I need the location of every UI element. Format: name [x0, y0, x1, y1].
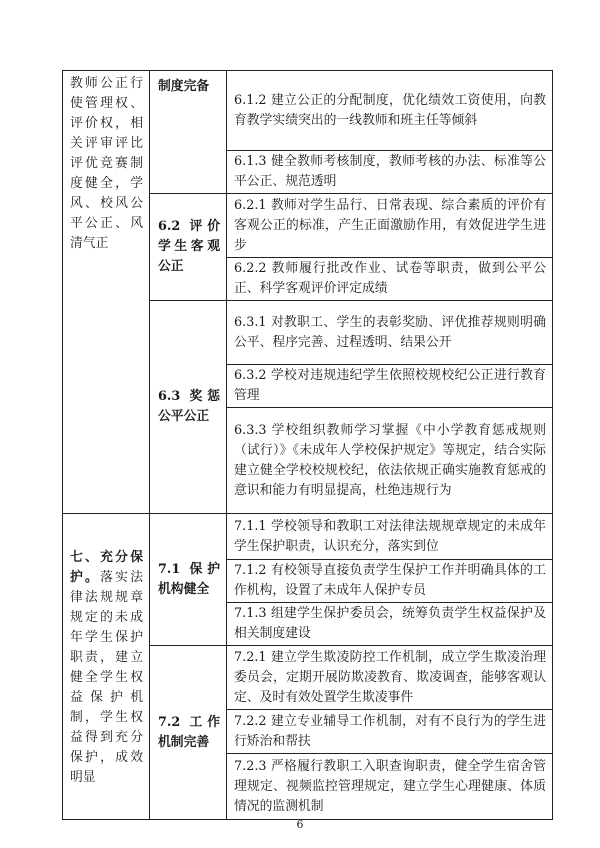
s62-title: 6.2 评价学生客观公正	[158, 219, 220, 274]
s63-title-cell	[150, 301, 227, 514]
item-cell	[227, 603, 553, 646]
item-cell	[227, 514, 553, 560]
standards-table	[62, 70, 553, 820]
item-7-2-1: 7.2.1 建立学生欺凌防控工作机制，成立学生欺凌治理委员会，定期开展防欺凌教育、欺凌调查，能够客观认定、及时有效处置学生欺凌事件	[234, 649, 546, 705]
s61-title-cell	[150, 71, 227, 194]
section7-heading: 七、充分保护。	[70, 550, 143, 585]
item-cell	[227, 194, 553, 258]
item-6-2-2: 6.2.2 教师履行批改作业、试卷等职责，做到公平公正、科学客观评价评定成绩	[234, 261, 546, 296]
item-cell	[227, 408, 553, 514]
item-7-2-2: 7.2.2 建立专业辅导工作机制，对有不良行为的学生进行矫治和帮扶	[234, 713, 546, 749]
s63-title: 6.3 奖惩公平公正	[158, 389, 220, 424]
s62-title-cell	[150, 194, 227, 301]
s71-title-cell	[150, 514, 227, 646]
s71-title: 7.1 保护机构健全	[158, 561, 220, 597]
item-7-1-1: 7.1.1 学校领导和教职工对法律法规规章规定的未成年学生保护职责，认识充分，落实到位	[234, 518, 546, 554]
item-cell	[227, 365, 553, 408]
item-cell	[227, 710, 553, 754]
item-6-1-3: 6.1.3 健全教师考核制度，教师考核的办法、标准等公平公正、规范透明	[234, 154, 546, 189]
table-row	[63, 71, 553, 151]
item-cell	[227, 560, 553, 603]
section7-text: 落实法律法规规章规定的未成年学生保护职责，建立健全学生权益保护机制，学生权益得到充分保护，成效明显	[70, 570, 144, 785]
section6-description: 教师公正行使管理权、评价权，相关评审评比评优竞赛制度健全，学风、校风公平公正、风清气正	[70, 76, 143, 251]
s72-title: 7.2 工作机制完善	[158, 714, 220, 750]
item-6-3-3: 6.3.3 学校组织教师学习掌握《中小学教育惩戒规则（试行）》《未成年人学校保护规定》等规定，结合实际建立健全学校校规校纪，依法依规正确实施教育惩戒的意识和能力有明显提高，杜绝违规行为	[234, 422, 546, 498]
item-cell	[227, 754, 553, 820]
section7-description-cell	[63, 514, 150, 820]
item-6-1-2: 6.1.2 建立公正的分配制度，优化绩效工资使用，向教育教学实绩突出的一线教师和班主任等倾斜	[234, 92, 546, 128]
item-6-3-1: 6.3.1 对教职工、学生的表彰奖励、评优推荐规则明确公平、程序完善、过程透明、结果公开	[234, 314, 546, 350]
page-number: 6	[296, 818, 304, 831]
section6-description-cell	[63, 71, 150, 514]
item-cell	[227, 646, 553, 710]
item-7-1-2: 7.1.2 有校领导直接负责学生保护工作并明确具体的工作机构，设置了未成年人保护专员	[234, 563, 546, 598]
item-7-1-3: 7.1.3 组建学生保护委员会，统筹负责学生权益保护及相关制度建设	[234, 606, 546, 641]
item-cell	[227, 258, 553, 301]
item-cell	[227, 151, 553, 194]
item-cell	[227, 301, 553, 365]
s61-title: 制度完备	[158, 79, 210, 94]
item-6-2-1: 6.2.1 教师对学生品行、日常表现、综合素质的评价有客观公正的标准，产生正面激励作用，有效促进学生进步	[234, 197, 546, 253]
item-cell	[227, 71, 553, 151]
item-6-3-2: 6.3.2 学校对违规违纪学生依照校规校纪公正进行教育管理	[234, 368, 546, 403]
item-7-2-3: 7.2.3 严格履行教职工入职查询职责，健全学生宿舍管理规定、视频监控管理规定，建立学生心理健康、体质情况的监测机制	[234, 758, 546, 814]
section7-description	[63, 545, 149, 788]
table-row	[63, 514, 553, 560]
s72-title-cell	[150, 646, 227, 820]
